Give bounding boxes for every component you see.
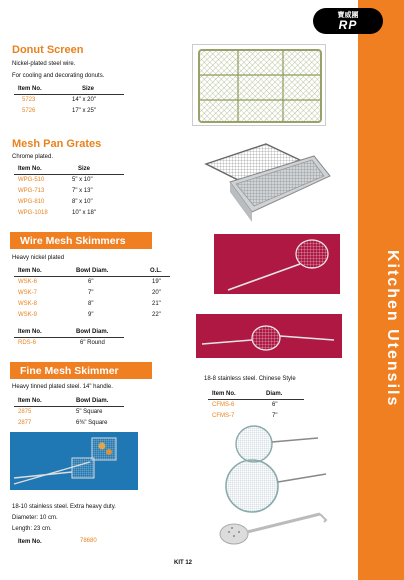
sidebar-title: Kitchen Utensils (384, 250, 401, 408)
donut-size-2: 17" x 25" (72, 108, 96, 114)
grates-code-3: WPG-810 (18, 199, 45, 205)
strainer-photo (206, 420, 332, 518)
strainer-code-1: CFMS-6 (212, 402, 235, 408)
fine-skimmer-photo (10, 432, 138, 490)
donut-code-2: 5726 (22, 108, 36, 114)
donut-rule (14, 94, 124, 95)
donut-header-item: Item No. (18, 86, 42, 92)
spoon-desc-2: Diameter: 10 cm. (12, 515, 58, 521)
wsk-header-ol: O.L. (150, 268, 162, 274)
grates-code-4: WPG-1018 (18, 210, 48, 216)
rds-header-diam: Bowl Diam. (76, 329, 109, 335)
wsk-rule (14, 276, 170, 277)
wsk-ol-1: 19" (152, 279, 161, 285)
strainer-diam-1: 6" (272, 402, 278, 408)
grates-header-item: Item No. (18, 166, 42, 172)
rds-rule (14, 337, 124, 338)
grates-header-size: Size (78, 166, 91, 172)
fine-code-2: 2877 (18, 420, 32, 426)
slotted-spoon-photo (216, 506, 334, 554)
strainer-header-diam: Diam. (266, 391, 283, 397)
wsk-code-3: WSK-8 (18, 301, 38, 307)
fine-header-diam: Bowl Diam. (76, 398, 109, 404)
donut-size-1: 14" x 20" (72, 97, 96, 103)
donut-desc-1: Nickel-plated steel wire. (12, 61, 76, 67)
wsk-diam-2: 7" (88, 290, 94, 296)
strainer-code-2: CFMS-7 (212, 413, 235, 419)
grates-size-3: 8" x 10" (72, 199, 93, 205)
grates-code-1: WPG-510 (18, 177, 45, 183)
round-skimmer-photo (196, 314, 342, 358)
strainer-diam-2: 7" (272, 413, 278, 419)
donut-screen-photo (192, 44, 326, 126)
grates-title: Mesh Pan Grates (12, 138, 102, 150)
logo-chinese-text: 寶威團 (337, 12, 359, 19)
wire-skimmer-photo (214, 234, 340, 294)
spoon-item-label: Item No. (18, 539, 42, 545)
wsk-code-4: WSK-9 (18, 312, 38, 318)
donut-title: Donut Screen (12, 44, 84, 56)
wire-skimmers-desc: Heavy nickel plated (12, 255, 65, 261)
rds-diam: 6" Round (80, 340, 105, 346)
wire-skimmers-title: Wire Mesh Skimmers (10, 232, 152, 249)
rds-header-item: Item No. (18, 329, 42, 335)
pan-grate-photo (196, 136, 336, 224)
spoon-desc-3: Length: 23 cm. (12, 526, 52, 532)
donut-code-1: 5723 (22, 97, 36, 103)
fine-rule (14, 406, 124, 407)
grates-size-2: 7" x 13" (72, 188, 93, 194)
grates-desc: Chrome plated. (12, 154, 54, 160)
rds-code: RDS-6 (18, 340, 37, 346)
wsk-ol-2: 20" (152, 290, 161, 296)
grates-code-2: WPG-713 (18, 188, 45, 194)
grates-size-1: 5" x 10" (72, 177, 93, 183)
wsk-header-diam: Bowl Diam. (76, 268, 109, 274)
grates-rule (14, 174, 124, 175)
fine-diam-1: 5" Square (76, 409, 103, 415)
strainer-desc: 18-8 stainless steel. Chinese Style (204, 376, 296, 382)
wsk-diam-3: 8" (88, 301, 94, 307)
spoon-item-code: 78680 (80, 538, 97, 544)
wsk-diam-1: 6" (88, 279, 94, 285)
fine-header-item: Item No. (18, 398, 42, 404)
fine-skimmer-title: Fine Mesh Skimmer (10, 362, 152, 379)
strainer-header-item: Item No. (212, 391, 236, 397)
wsk-diam-4: 9" (88, 312, 94, 318)
wsk-header-item: Item No. (18, 268, 42, 274)
strainer-rule (208, 399, 304, 400)
logo-brand-text: RP (338, 18, 358, 32)
fine-code-1: 2875 (18, 409, 32, 415)
spoon-desc-1: 18-10 stainless steel. Extra heavy duty. (12, 504, 116, 510)
wsk-ol-3: 21" (152, 301, 161, 307)
fine-skimmer-desc: Heavy tinned plated steel. 14" handle. (12, 384, 113, 390)
wsk-ol-4: 22" (152, 312, 161, 318)
fine-diam-2: 6⅜" Square (76, 420, 108, 426)
wsk-code-1: WSK-6 (18, 279, 38, 285)
donut-header-size: Size (82, 86, 95, 92)
grates-size-4: 10" x 18" (72, 210, 96, 216)
page-number: KIT 12 (174, 560, 193, 566)
wsk-code-2: WSK-7 (18, 290, 38, 296)
donut-desc-2: For cooling and decorating donuts. (12, 73, 105, 79)
